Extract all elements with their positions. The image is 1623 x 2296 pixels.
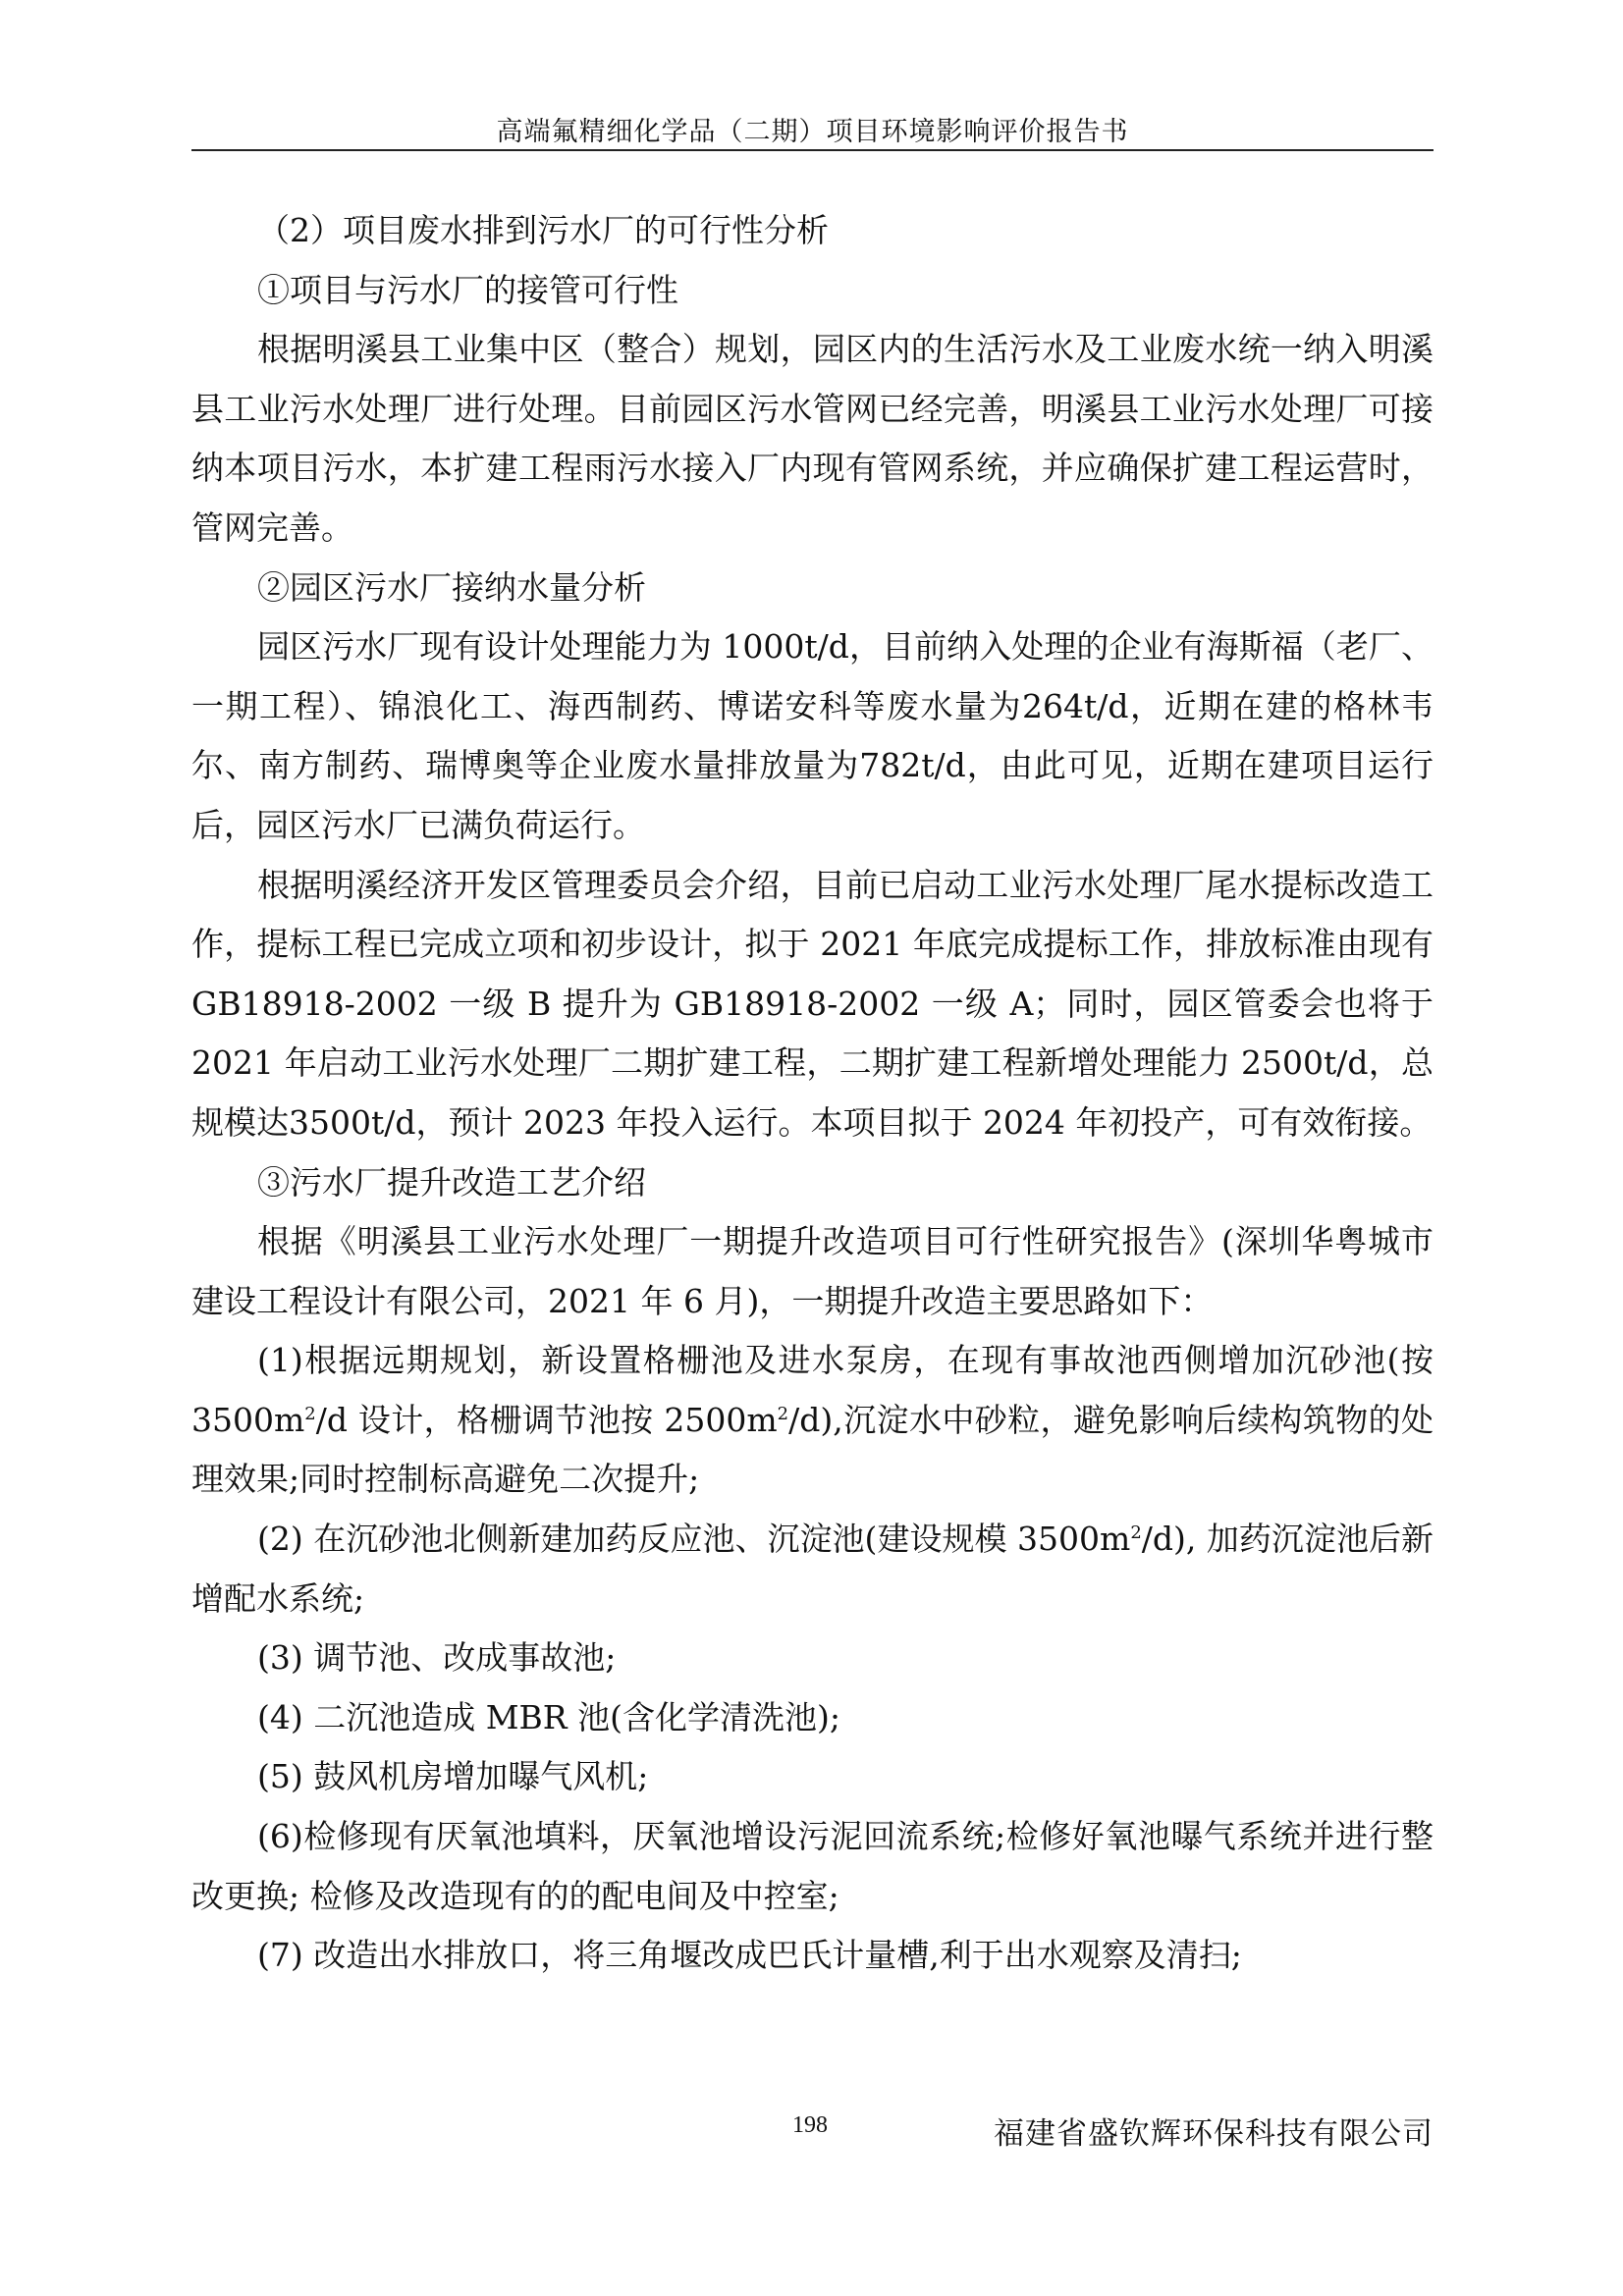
subsection-title-3: ③污水厂提升改造工艺介绍 xyxy=(257,1162,646,1201)
header-divider xyxy=(191,149,1434,151)
list-item-2-part-b: /d), 加药沉淀池后新增配水系统; xyxy=(191,1520,1434,1618)
paragraph-1: 根据明溪县工业集中区（整合）规划，园区内的生活污水及工业废水统一纳入明溪县工业污水处理厂进行处理。目前园区污水管网已经完善，明溪县工业污水处理厂可接纳本项目污水，本扩建工程雨污水接入厂内现有管网系统，并应确保扩建工程运营时，管网完善。 xyxy=(191,330,1434,547)
section-title: （2）项目废水排到污水厂的可行性分析 xyxy=(257,211,829,249)
paragraph-2: 园区污水厂现有设计处理能力为 1000t/d，目前纳入处理的企业有海斯福（老厂、一期工程）、锦浪化工、海西制药、博诺安科等废水量为264t/d，近期在建的格林韦尔、南方制药、瑞博奥等企业废水量排放量为782t/d，由此可见，近期在建项目运行后，园区污水厂已满负荷运行。 xyxy=(191,627,1434,844)
list-item-1-part-a: (1)根据远期规划，新设置格栅池及进水泵房，在现有事故池西侧增加沉砂池(按3500m xyxy=(191,1341,1434,1439)
list-item-2 xyxy=(191,1510,1434,1629)
document-body xyxy=(191,201,1434,1986)
list-item-3: (3) 调节池、改成事故池; xyxy=(257,1638,617,1678)
superscript: 2 xyxy=(777,1403,789,1424)
list-item-1-part-b: /d 设计，格栅调节池按 2500m xyxy=(315,1400,778,1439)
page-header-title: 高端氟精细化学品（二期）项目环境影响评价报告书 xyxy=(496,117,1129,147)
superscript: 2 xyxy=(304,1403,316,1424)
subsection-title-2: ②园区污水厂接纳水量分析 xyxy=(257,567,646,607)
list-item-6: (6)检修现有厌氧池填料，厌氧池增设污泥回流系统;检修好氧池曝气系统并进行整改更换; 检修及改造现有的的配电间及中控室; xyxy=(191,1817,1434,1915)
paragraph-3: 根据明溪经济开发区管理委员会介绍，目前已启动工业污水处理厂尾水提标改造工作，提标工程已完成立项和初步设计，拟于 2021 年底完成提标工作，排放标准由现有GB18918-2002 一级 B 提升为 GB18918-2002 一级 A；同时，园区管委会也将于 2021 年启动工业污水处理厂二期扩建工程，二期扩建工程新增处理能力 2500t/d，总规模达3500t/d，预计 2023 年投入运行。本项目拟于 2024 年初投产，可有效衔接。 xyxy=(191,865,1434,1142)
list-item-1 xyxy=(191,1331,1434,1510)
page-number: 198 xyxy=(792,2112,828,2138)
paragraph-4: 根据《明溪县工业污水处理厂一期提升改造项目可行性研究报告》(深圳华粤城市建设工程设计有限公司，2021 年 6 月)，一期提升改造主要思路如下： xyxy=(191,1222,1434,1320)
list-item-1-part-c: /d),沉淀水中砂粒，避免影响后续构筑物的处理效果;同时控制标高避免二次提升; xyxy=(191,1400,1434,1499)
list-item-2-part-a: (2) 在沉砂池北侧新建加药反应池、沉淀池(建设规模 3500m xyxy=(257,1520,1131,1559)
list-item-4: (4) 二沉池造成 MBR 池(含化学清洗池); xyxy=(257,1697,840,1736)
footer-organization: 福建省盛钦辉环保科技有限公司 xyxy=(994,2116,1434,2152)
subsection-title-1: ①项目与污水厂的接管可行性 xyxy=(257,270,678,309)
list-item-5: (5) 鼓风机房增加曝气风机; xyxy=(257,1757,649,1796)
superscript: 2 xyxy=(1130,1522,1142,1544)
list-item-7: (7) 改造出水排放口，将三角堰改成巴氏计量槽,利于出水观察及清扫; xyxy=(257,1936,1242,1975)
